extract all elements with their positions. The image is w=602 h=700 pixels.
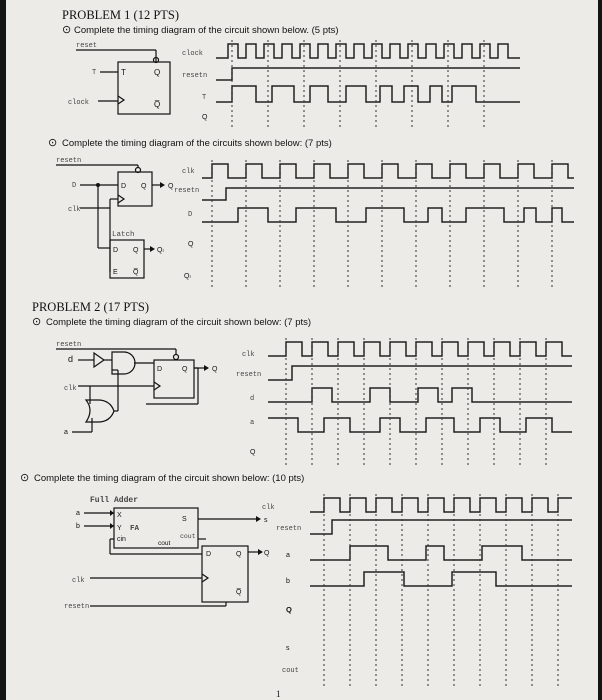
svg-text:Q: Q — [168, 183, 174, 190]
svg-text:FA: FA — [130, 525, 140, 533]
svg-text:resetn: resetn — [182, 72, 208, 80]
svg-text:resetn: resetn — [64, 603, 90, 611]
svg-text:X: X — [117, 512, 122, 519]
p2a-resetn-wave — [268, 366, 572, 380]
svg-text:clk: clk — [262, 504, 275, 512]
svg-text:a: a — [286, 552, 290, 559]
p1a-resetn-wave — [216, 68, 520, 80]
svg-text:b: b — [286, 578, 290, 585]
p2b-circuit — [64, 496, 270, 611]
svg-text:d: d — [250, 395, 255, 403]
svg-text:Q: Q — [286, 605, 292, 614]
svg-text:clk: clk — [64, 385, 77, 393]
buffer-gate — [94, 353, 104, 367]
svg-text:Qₗ: Qₗ — [157, 247, 164, 254]
p2b-a-wave — [310, 546, 572, 560]
problem2a-prompt: Complete the timing diagram of the circuit shown below: (7 pts) — [46, 317, 312, 328]
p1a-clock-wave — [216, 44, 520, 58]
svg-text:Q: Q — [236, 551, 242, 558]
svg-text:Q: Q — [182, 366, 188, 373]
svg-text:clk: clk — [72, 577, 85, 585]
p1b-resetn-wave — [202, 188, 574, 200]
svg-text:resetn: resetn — [236, 371, 262, 379]
svg-text:Q: Q — [250, 449, 256, 456]
svg-text:a: a — [64, 429, 68, 436]
svg-text:a: a — [76, 510, 80, 517]
svg-text:Q̅: Q̅ — [154, 100, 161, 109]
svg-text:Q: Q — [188, 241, 194, 248]
p2a-a-wave — [268, 418, 572, 432]
p1b-circuit — [56, 157, 174, 278]
svg-text:D: D — [121, 183, 127, 190]
svg-text:D: D — [188, 211, 193, 219]
p2a-circuit — [56, 341, 218, 436]
p2a-d-wave — [268, 388, 572, 402]
p1b-gridlines — [212, 160, 552, 288]
p2b-clock-wave — [310, 498, 572, 512]
p1a-circuit — [68, 42, 170, 114]
bullet-icon: ⊙ — [20, 472, 30, 484]
problem2-heading: PROBLEM 2 (17 PTS) — [32, 300, 150, 314]
p1a-timing — [182, 40, 520, 130]
page-number: 1 — [276, 689, 281, 699]
svg-text:S: S — [182, 516, 187, 523]
svg-text:cout: cout — [180, 533, 196, 540]
svg-text:resetn: resetn — [276, 525, 302, 533]
svg-text:d: d — [68, 354, 74, 364]
adder-title: Full Adder — [90, 496, 139, 505]
svg-text:b: b — [76, 523, 80, 530]
svg-text:clk: clk — [242, 351, 255, 359]
svg-text:Q̅: Q̅ — [133, 269, 139, 276]
p2a-timing — [236, 338, 572, 466]
svg-text:D: D — [206, 551, 212, 558]
latch-title: Latch — [112, 231, 135, 239]
problem1a-prompt: Complete the timing diagram of the circuit shown below. (5 pts) — [74, 25, 339, 36]
svg-text:clk: clk — [182, 168, 195, 176]
svg-text:D: D — [157, 366, 163, 373]
svg-text:Q: Q — [202, 114, 208, 121]
svg-text:s: s — [286, 645, 290, 652]
p2b-gridlines — [324, 494, 558, 686]
p1b-timing — [174, 160, 574, 288]
svg-text:s: s — [264, 517, 268, 524]
bullet-icon: ⊙ — [32, 316, 42, 328]
svg-text:cin: cin — [117, 536, 126, 543]
svg-text:Q: Q — [212, 366, 218, 373]
svg-text:D: D — [72, 182, 77, 190]
p1a-gridlines — [232, 40, 484, 130]
p2a-clock-wave — [268, 342, 572, 356]
bullet-icon: ⊙ — [48, 137, 58, 149]
svg-text:T: T — [121, 68, 126, 77]
bullet-icon: ⊙ — [62, 24, 72, 36]
svg-text:Q: Q — [154, 68, 161, 77]
svg-text:E: E — [113, 269, 118, 276]
svg-text:T: T — [202, 94, 207, 102]
svg-text:cout: cout — [282, 667, 299, 675]
svg-text:Q: Q — [141, 183, 147, 190]
problem1-heading: PROBLEM 1 (12 PTS) — [62, 8, 180, 22]
svg-text:resetn: resetn — [174, 187, 200, 195]
p1a-reset-label: reset — [76, 42, 98, 50]
svg-text:D: D — [113, 247, 119, 254]
svg-text:resetn: resetn — [56, 341, 82, 349]
svg-text:Y: Y — [117, 525, 122, 532]
svg-text:Q̅: Q̅ — [236, 589, 242, 596]
p2b-resetn-wave — [310, 520, 572, 534]
problem2b-prompt: Complete the timing diagram of the circuit shown below: (10 pts) — [34, 473, 305, 484]
svg-text:resetn: resetn — [56, 157, 82, 165]
svg-text:Q: Q — [133, 247, 139, 254]
and-gate — [112, 352, 135, 374]
p2b-b-wave — [310, 572, 572, 586]
full-adder — [114, 508, 198, 548]
svg-text:Qₗ: Qₗ — [184, 273, 191, 280]
worksheet-drawing — [6, 0, 598, 700]
problem1b-prompt: Complete the timing diagram of the circuits shown below: (7 pts) — [62, 138, 332, 149]
svg-text:clk: clk — [68, 206, 81, 214]
p2b-timing — [262, 494, 572, 686]
svg-text:clock: clock — [182, 50, 204, 58]
svg-text:cout: cout — [158, 540, 171, 547]
p1a-input-label: T — [92, 69, 97, 77]
p1a-clock-label: clock — [68, 99, 90, 107]
worksheet-page — [6, 0, 598, 700]
svg-text:a: a — [250, 419, 255, 427]
svg-text:Q: Q — [264, 550, 270, 557]
p1a-t-wave — [216, 86, 520, 102]
